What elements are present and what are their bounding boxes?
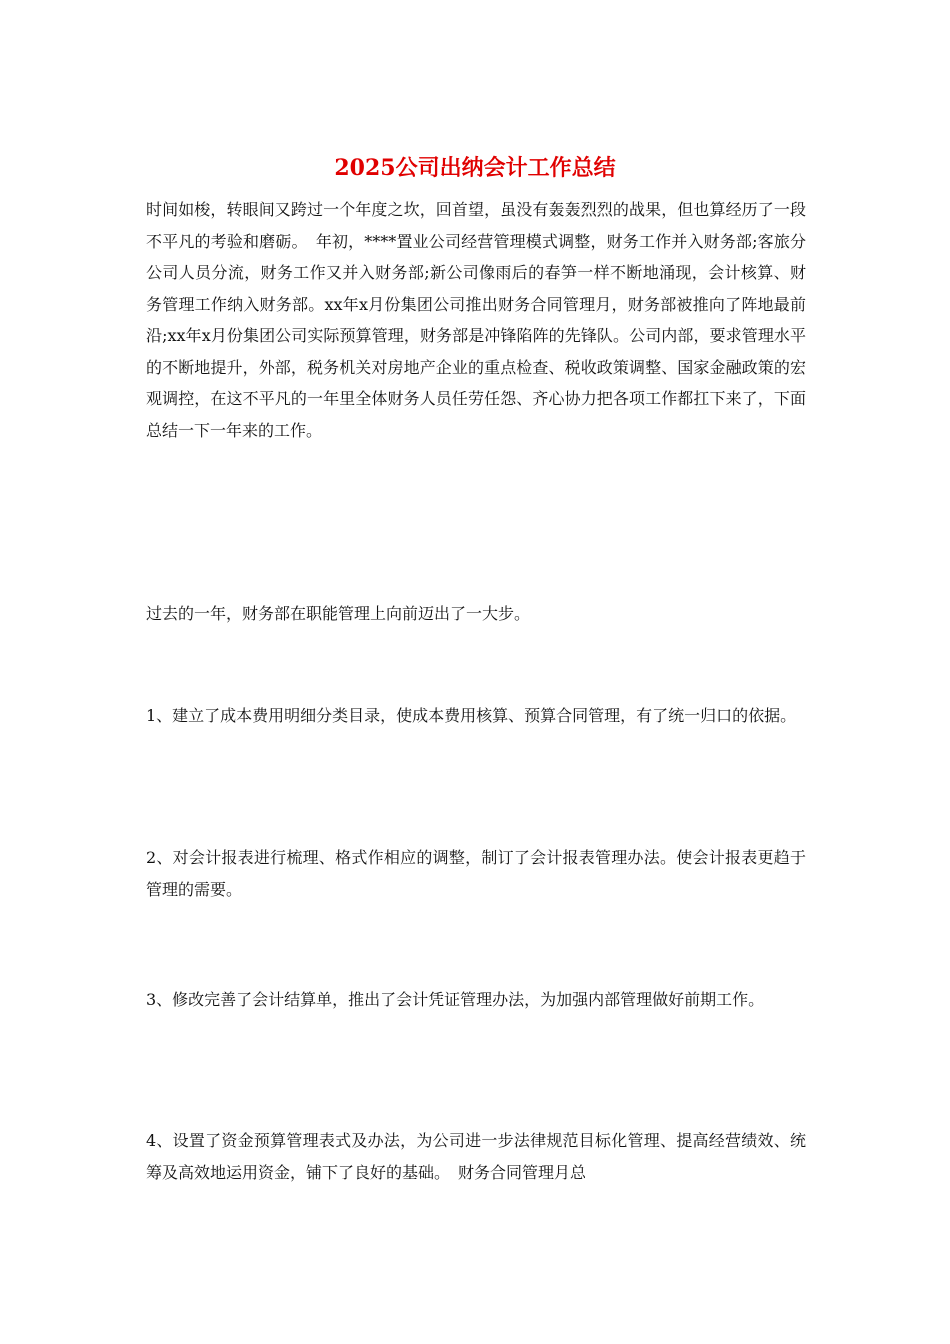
page-title: 2025公司出纳会计工作总结 [334, 155, 616, 181]
list-item-2: 2、对会计报表进行梳理、格式作相应的调整，制订了会计报表管理办法。使会计报表更趋于管理的需要。 [146, 848, 806, 899]
list-item-1: 1、建立了成本费用明细分类目录，使成本费用核算、预算合同管理，有了统一归口的依据。 [146, 706, 797, 725]
intro-paragraph: 时间如梭，转眼间又跨过一个年度之坎，回首望，虽没有轰轰烈烈的战果，但也算经历了一段不平凡的考验和磨砺。 年初，****置业公司经营管理模式调整，财务工作并入财务部;客旅分公司人员分流，财务工作又并入财务部;新公司像雨后的春笋一样不断地涌现，会计核算、财务管理工作纳入财务部。xx年x月份集团公司推出财务合同管理月，财务部被推向了阵地最前沿;xx年x月份集团公司实际预算管理，财务部是冲锋陷阵的先锋队。公司内部，要求管理水平的不断地提升，外部，税务机关对房地产企业的重点检查、税收政策调整、国家金融政策的宏观调控，在这不平凡的一年里全体财务人员任劳任怨、齐心协力把各项工作都扛下来了，下面总结一下一年来的工作。 [146, 200, 806, 440]
list-item-3: 3、修改完善了会计结算单，推出了会计凭证管理办法，为加强内部管理做好前期工作。 [146, 990, 765, 1009]
list-item-4: 4、设置了资金预算管理表式及办法，为公司进一步法律规范目标化管理、提高经营绩效、统筹及高效地运用资金，铺下了良好的基础。 财务合同管理月总 [146, 1131, 806, 1182]
past-year-paragraph: 过去的一年，财务部在职能管理上向前迈出了一大步。 [146, 604, 531, 623]
